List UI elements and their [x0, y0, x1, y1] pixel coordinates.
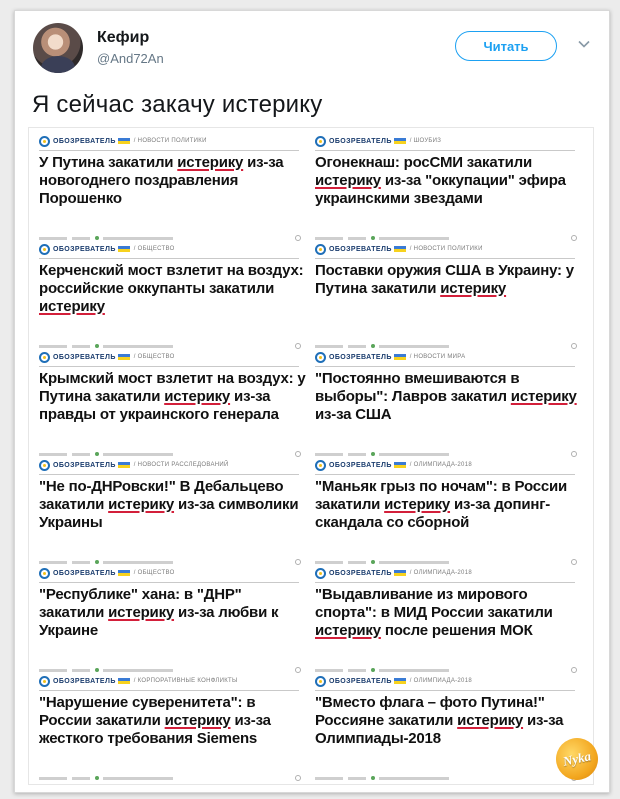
news-header [39, 566, 175, 580]
news-headline: "Выдавливание из мирового спорта": в МИД России закатили истерику после решения МОК [315, 586, 553, 639]
flag-icon [394, 246, 406, 252]
divider [39, 366, 299, 367]
highlight-word: истерику [108, 496, 175, 513]
news-item [315, 566, 585, 674]
share-icon [571, 667, 577, 673]
news-rubric: / НОВОСТИ РАССЛЕДОВАНИЙ [133, 462, 229, 468]
flag-icon [118, 678, 130, 684]
divider [315, 366, 575, 367]
news-headline: Поставки оружия США в Украину: у Путина закатили истерику [315, 262, 574, 297]
flag-icon [394, 138, 406, 144]
news-header [315, 350, 465, 364]
brand-name: ОБОЗРЕВАТЕЛЬ [53, 461, 116, 469]
news-meta [315, 234, 577, 242]
brand-logo-icon [315, 568, 326, 579]
flag-icon [394, 354, 406, 360]
share-icon [295, 451, 301, 457]
highlight-word: истерику [164, 388, 231, 405]
highlight-word: истерику [164, 712, 231, 729]
news-collage-image[interactable] [28, 127, 594, 785]
share-icon [295, 343, 301, 349]
news-rubric: / ОБЩЕСТВО [133, 246, 175, 252]
highlight-word: истерику [39, 298, 105, 315]
brand-logo-icon [39, 460, 50, 471]
follow-button[interactable]: Читать [455, 31, 557, 61]
news-item [39, 350, 309, 458]
news-header [39, 458, 229, 472]
flag-icon [118, 246, 130, 252]
news-rubric: / НОВОСТИ МИРА [409, 354, 466, 360]
brand-name: ОБОЗРЕВАТЕЛЬ [53, 677, 116, 685]
brand-name: ОБОЗРЕВАТЕЛЬ [329, 677, 392, 685]
news-headline: Крымский мост взлетит на воздух: у Путина закатили истерику из-за правды от украинского генерала [39, 370, 306, 423]
news-header [39, 242, 175, 256]
news-item [315, 458, 585, 566]
divider [39, 258, 299, 259]
news-headline: "Не по-ДНРовски!" В Дебальцево закатили истерику из-за символики Украины [39, 478, 299, 531]
watermark-logo: Nyka [552, 734, 602, 784]
flag-icon [394, 462, 406, 468]
tweet-text: Я сейчас закачу истерику [32, 91, 323, 118]
news-headline: "Республике" хана: в "ДНР" закатили истерику из-за любви к Украине [39, 586, 279, 639]
divider [39, 474, 299, 475]
news-header [39, 674, 238, 688]
divider [39, 690, 299, 691]
brand-name: ОБОЗРЕВАТЕЛЬ [329, 461, 392, 469]
brand-name: ОБОЗРЕВАТЕЛЬ [53, 137, 116, 145]
highlight-word: истерику [510, 388, 577, 405]
flag-icon [394, 570, 406, 576]
author-handle[interactable]: @And72An [97, 51, 164, 66]
news-meta [315, 450, 577, 458]
news-headline: "Нарушение суверенитета": в России закатили истерику из-за жесткого требования Siemens [39, 694, 271, 747]
brand-logo-icon [315, 352, 326, 363]
brand-logo-icon [315, 460, 326, 471]
brand-logo-icon [315, 244, 326, 255]
divider [39, 150, 299, 151]
brand-name: ОБОЗРЕВАТЕЛЬ [53, 569, 116, 577]
highlight-word: истерику [108, 604, 175, 621]
avatar[interactable] [33, 23, 83, 73]
news-item [315, 242, 585, 350]
highlight-word: истерику [457, 712, 524, 729]
news-item [315, 350, 585, 458]
news-header [315, 674, 472, 688]
brand-logo-icon [39, 676, 50, 687]
share-icon [295, 775, 301, 781]
news-header [315, 134, 441, 148]
news-item [315, 674, 585, 782]
brand-logo-icon [39, 244, 50, 255]
share-icon [295, 559, 301, 565]
news-meta [39, 558, 301, 566]
news-item [315, 134, 585, 242]
flag-icon [118, 570, 130, 576]
brand-name: ОБОЗРЕВАТЕЛЬ [329, 245, 392, 253]
chevron-down-icon[interactable] [577, 37, 591, 51]
news-rubric: / НОВОСТИ ПОЛИТИКИ [409, 246, 483, 252]
news-headline: "Вместо флага – фото Путина!" Россияне закатили истерику из-за Олимпиады-2018 [315, 694, 564, 747]
news-meta [39, 666, 301, 674]
divider [315, 150, 575, 151]
divider [315, 582, 575, 583]
news-headline: "Постоянно вмешиваются в выборы": Лавров закатил истерику из-за США [315, 370, 577, 423]
news-header [315, 458, 472, 472]
news-headline: "Маньяк грыз по ночам": в России закатили истерику из-за допинг-скандала со сборной [315, 478, 568, 531]
divider [315, 474, 575, 475]
brand-name: ОБОЗРЕВАТЕЛЬ [53, 245, 116, 253]
news-item [39, 134, 309, 242]
divider [315, 690, 575, 691]
brand-name: ОБОЗРЕВАТЕЛЬ [329, 353, 392, 361]
news-meta [39, 234, 301, 242]
news-meta [315, 342, 577, 350]
news-meta [315, 774, 577, 782]
news-item [39, 458, 309, 566]
flag-icon [118, 354, 130, 360]
divider [315, 258, 575, 259]
flag-icon [118, 138, 130, 144]
flag-icon [118, 462, 130, 468]
author-name[interactable]: Кефир [97, 29, 150, 46]
news-rubric: / ШОУБИЗ [409, 138, 442, 144]
news-meta [315, 558, 577, 566]
highlight-word: истерику [315, 172, 381, 189]
highlight-word: истерику [315, 622, 381, 639]
share-icon [571, 235, 577, 241]
news-rubric: / ОЛИМПИАДА-2018 [409, 678, 472, 684]
news-item [39, 566, 309, 674]
highlight-word: истерику [440, 280, 507, 297]
news-rubric: / ОБЩЕСТВО [133, 354, 175, 360]
brand-logo-icon [315, 136, 326, 147]
news-header [39, 134, 207, 148]
divider [39, 582, 299, 583]
news-rubric: / ОЛИМПИАДА-2018 [409, 462, 472, 468]
share-icon [295, 667, 301, 673]
news-headline: У Путина закатили истерику из-за новогоднего поздравления Порошенко [39, 154, 284, 207]
news-header [315, 566, 472, 580]
news-headline: Огонекнаш: росСМИ закатили истерику из-за "оккупации" эфира украинскими звездами [315, 154, 566, 207]
news-rubric: / КОРПОРАТИВНЫЕ КОНФЛИКТЫ [133, 678, 238, 684]
news-meta [39, 342, 301, 350]
news-rubric: / ОБЩЕСТВО [133, 570, 175, 576]
share-icon [571, 559, 577, 565]
brand-logo-icon [39, 352, 50, 363]
share-icon [571, 451, 577, 457]
news-header [315, 242, 483, 256]
news-meta [39, 774, 301, 782]
news-meta [315, 666, 577, 674]
news-item [39, 674, 309, 782]
share-icon [571, 343, 577, 349]
news-rubric: / ОЛИМПИАДА-2018 [409, 570, 472, 576]
brand-name: ОБОЗРЕВАТЕЛЬ [53, 353, 116, 361]
brand-logo-icon [39, 136, 50, 147]
brand-logo-icon [315, 676, 326, 687]
brand-logo-icon [39, 568, 50, 579]
flag-icon [394, 678, 406, 684]
news-header [39, 350, 175, 364]
highlight-word: истерику [177, 154, 244, 171]
brand-name: ОБОЗРЕВАТЕЛЬ [329, 137, 392, 145]
news-rubric: / НОВОСТИ ПОЛИТИКИ [133, 138, 207, 144]
news-meta [39, 450, 301, 458]
news-item [39, 242, 309, 350]
highlight-word: истерику [384, 496, 451, 513]
news-headline: Керченский мост взлетит на воздух: российские оккупанты закатили истерику [39, 262, 304, 315]
share-icon [295, 235, 301, 241]
brand-name: ОБОЗРЕВАТЕЛЬ [329, 569, 392, 577]
